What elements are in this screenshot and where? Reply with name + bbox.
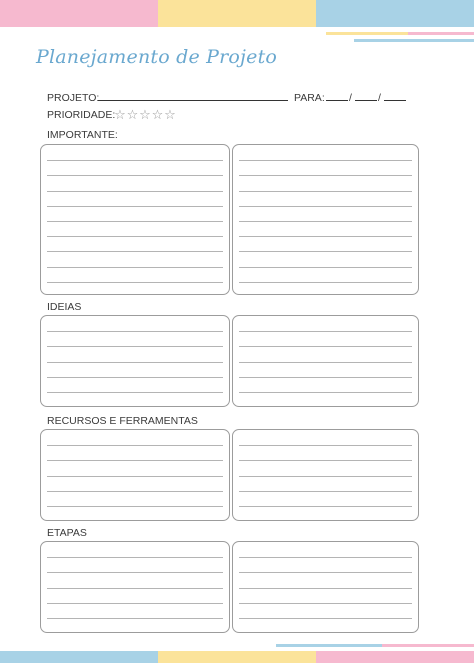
priority-rating[interactable] xyxy=(114,107,177,123)
section-label-recursos: RECURSOS E FERRAMENTAS xyxy=(47,415,198,427)
writing-line xyxy=(239,346,412,347)
date-month-field[interactable] xyxy=(355,100,377,101)
writing-line xyxy=(47,588,223,589)
writing-line xyxy=(239,377,412,378)
writing-line xyxy=(239,506,412,507)
writing-line xyxy=(239,267,412,268)
bottom-stripe-blue xyxy=(276,644,394,647)
recursos-notes-left[interactable] xyxy=(40,429,230,521)
section-label-importante: IMPORTANTE: xyxy=(47,129,118,141)
writing-line xyxy=(239,445,412,446)
writing-line xyxy=(47,491,223,492)
writing-line xyxy=(239,251,412,252)
writing-line xyxy=(47,175,223,176)
etapas-notes-right[interactable] xyxy=(232,541,419,633)
writing-line xyxy=(239,282,412,283)
writing-line xyxy=(47,282,223,283)
writing-line xyxy=(239,362,412,363)
writing-line xyxy=(47,603,223,604)
prioridade-label: PRIORIDADE: xyxy=(47,109,116,121)
writing-line xyxy=(47,206,223,207)
writing-line xyxy=(47,377,223,378)
star-icon[interactable]: ☆ xyxy=(151,107,164,122)
writing-line xyxy=(47,267,223,268)
writing-line xyxy=(47,618,223,619)
date-year-field[interactable] xyxy=(384,100,406,101)
writing-line xyxy=(47,160,223,161)
writing-line xyxy=(47,445,223,446)
writing-line xyxy=(239,331,412,332)
bottom-stripe-pink xyxy=(382,644,474,647)
writing-line xyxy=(47,331,223,332)
writing-line xyxy=(239,476,412,477)
top-stripe-pink xyxy=(408,32,474,35)
star-icon[interactable]: ☆ xyxy=(164,107,177,122)
writing-line xyxy=(47,476,223,477)
star-icon[interactable]: ☆ xyxy=(139,107,152,122)
writing-line xyxy=(47,572,223,573)
writing-line xyxy=(239,618,412,619)
section-label-etapas: ETAPAS xyxy=(47,527,87,539)
date-separator-1: / xyxy=(349,92,352,104)
writing-line xyxy=(239,392,412,393)
writing-line xyxy=(239,588,412,589)
top-stripe-blue xyxy=(354,39,474,42)
writing-line xyxy=(47,251,223,252)
importante-notes-right[interactable] xyxy=(232,144,419,295)
writing-line xyxy=(239,160,412,161)
ideias-notes-left[interactable] xyxy=(40,315,230,407)
bottom-band-pink xyxy=(316,651,474,663)
bottom-band-yellow xyxy=(158,651,316,663)
writing-line xyxy=(239,206,412,207)
projeto-label: PROJETO: xyxy=(47,92,100,104)
importante-notes-left[interactable] xyxy=(40,144,230,295)
writing-line xyxy=(47,392,223,393)
top-band-yellow xyxy=(158,0,316,27)
page-title: Planejamento de Projeto xyxy=(36,46,278,68)
writing-line xyxy=(47,362,223,363)
etapas-notes-left[interactable] xyxy=(40,541,230,633)
recursos-notes-right[interactable] xyxy=(232,429,419,521)
star-icon[interactable]: ☆ xyxy=(126,107,139,122)
writing-line xyxy=(239,221,412,222)
projeto-field[interactable] xyxy=(98,100,288,101)
writing-line xyxy=(239,491,412,492)
ideias-notes-right[interactable] xyxy=(232,315,419,407)
writing-line xyxy=(47,221,223,222)
top-band-pink xyxy=(0,0,158,27)
writing-line xyxy=(239,603,412,604)
date-separator-2: / xyxy=(378,92,381,104)
writing-line xyxy=(239,191,412,192)
section-label-ideias: IDEIAS xyxy=(47,301,82,313)
para-label: PARA: xyxy=(294,92,325,104)
writing-line xyxy=(239,460,412,461)
star-icon[interactable]: ☆ xyxy=(114,107,127,122)
writing-line xyxy=(47,236,223,237)
writing-line xyxy=(47,346,223,347)
top-band-blue xyxy=(316,0,474,27)
bottom-band-blue xyxy=(0,651,158,663)
writing-line xyxy=(47,557,223,558)
writing-line xyxy=(239,557,412,558)
writing-line xyxy=(239,236,412,237)
writing-line xyxy=(239,175,412,176)
writing-line xyxy=(47,191,223,192)
writing-line xyxy=(47,460,223,461)
writing-line xyxy=(47,506,223,507)
writing-line xyxy=(239,572,412,573)
date-day-field[interactable] xyxy=(326,100,348,101)
